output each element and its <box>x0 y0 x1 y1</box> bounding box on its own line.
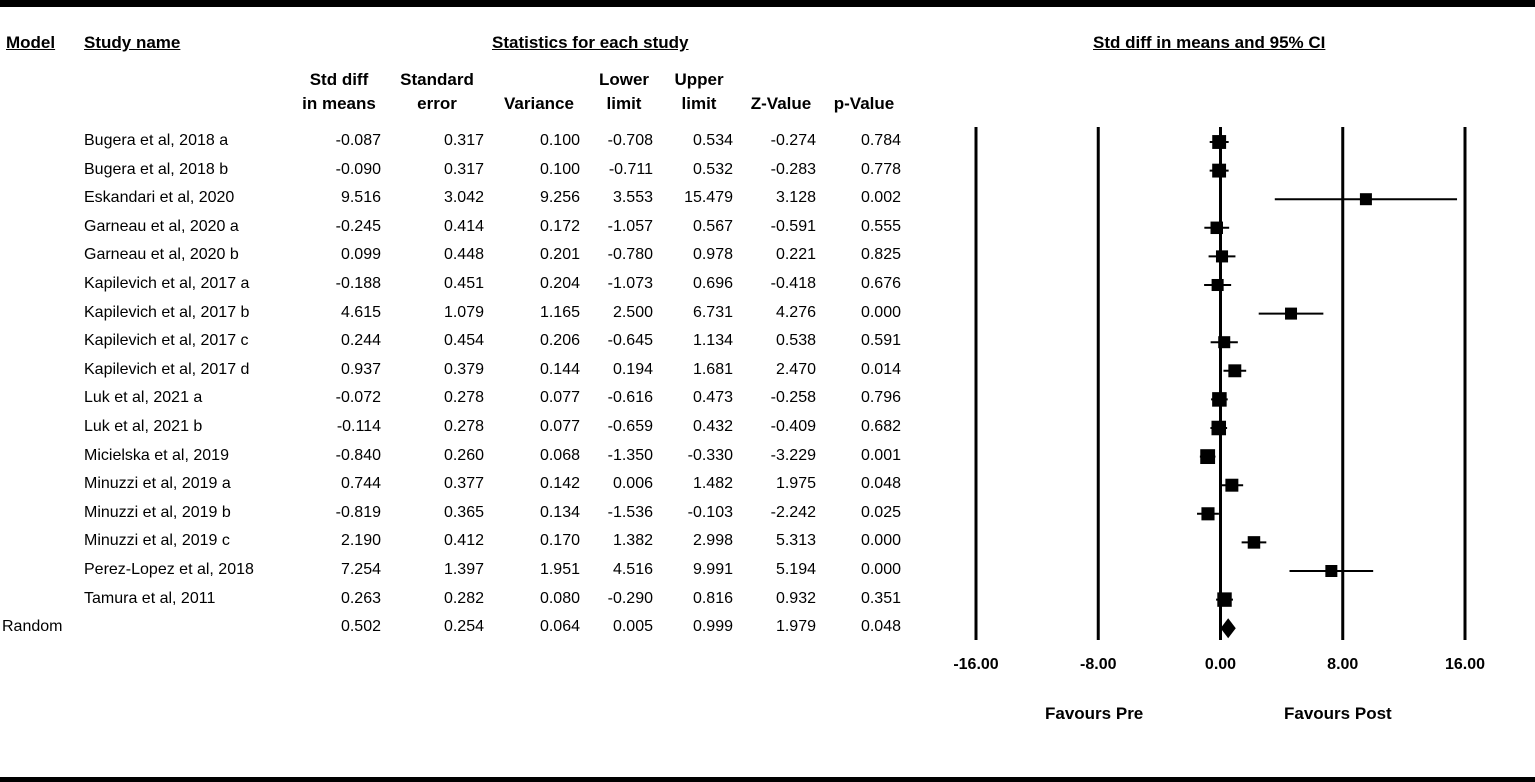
stat-cell: 3.553 <box>612 189 653 207</box>
stat-cell: 0.937 <box>340 360 381 378</box>
stat-cell: 0.048 <box>860 475 901 493</box>
stat-cell: 15.479 <box>684 189 733 207</box>
study-name-cell: Kapilevich et al, 2017 c <box>84 332 249 350</box>
stat-cell: 4.276 <box>775 303 816 321</box>
stat-cell: 0.454 <box>443 332 484 350</box>
stat-cell: -0.819 <box>335 503 381 521</box>
x-tick-label: 0.00 <box>1204 656 1237 673</box>
stat-cell: 0.068 <box>539 446 580 464</box>
stat-cell: 1.382 <box>612 532 653 550</box>
stat-cell: 0.144 <box>539 360 580 378</box>
stat-cell: 0.000 <box>860 532 901 550</box>
stat-cell: -1.536 <box>607 503 653 521</box>
stat-cell: 0.555 <box>860 217 901 235</box>
stat-cell: -0.418 <box>770 275 816 292</box>
stat-cell: 0.448 <box>443 246 484 264</box>
column-header: Std diff in means <box>302 70 376 113</box>
study-name-cell: Perez-Lopez et al, 2018 <box>84 561 254 578</box>
stat-cell: -0.258 <box>770 389 816 407</box>
x-tick-label: -16.00 <box>953 656 999 673</box>
stat-cell: 0.254 <box>443 618 484 636</box>
study-name-cell: Minuzzi et al, 2019 c <box>84 532 230 550</box>
stat-cell: 0.412 <box>443 532 484 550</box>
stat-cell: 0.502 <box>340 618 381 636</box>
stat-cell: 1.951 <box>539 561 580 578</box>
column-header: p-Value <box>833 94 895 113</box>
stat-cell: 0.005 <box>612 618 653 636</box>
stat-cell: 0.260 <box>443 446 484 464</box>
stat-cell: 1.975 <box>775 475 816 493</box>
stat-cell: -2.242 <box>770 503 816 521</box>
study-name-cell: Luk et al, 2021 b <box>84 418 203 435</box>
stat-cell: -0.090 <box>335 160 381 178</box>
stat-cell: -1.057 <box>607 217 653 235</box>
stat-cell: -0.245 <box>335 217 381 235</box>
stat-cell: 0.538 <box>775 332 816 350</box>
summary-diamond <box>1221 618 1236 638</box>
stat-cell: 0.006 <box>612 475 653 493</box>
stat-cell: 0.263 <box>340 589 381 607</box>
stat-cell: 0.379 <box>443 360 484 378</box>
study-name-cell: Micielska et al, 2019 <box>84 446 229 464</box>
point-estimate-square <box>1217 592 1231 606</box>
study-name-cell: Kapilevich et al, 2017 b <box>84 303 250 321</box>
stat-cell: -0.283 <box>770 160 816 178</box>
stat-cell: 0.932 <box>775 589 816 607</box>
stat-cell: 3.042 <box>443 189 484 207</box>
stat-cell: 0.278 <box>443 389 484 407</box>
stat-cell: 0.414 <box>443 217 484 235</box>
stat-cell: -0.840 <box>335 446 381 464</box>
stat-cell: 0.221 <box>775 246 816 264</box>
statistics-header: Statistics for each study <box>492 33 689 52</box>
stat-cell: 7.254 <box>340 561 381 578</box>
stat-cell: 2.998 <box>692 532 733 550</box>
stat-cell: -0.188 <box>335 275 381 292</box>
stat-cell: 9.991 <box>692 561 733 578</box>
stat-cell: 0.567 <box>692 217 733 235</box>
stat-cell: 0.591 <box>860 332 901 350</box>
stat-cell: -0.274 <box>770 132 816 149</box>
stat-cell: -0.711 <box>608 160 653 178</box>
column-header: Lower limit <box>598 70 650 113</box>
study-name-header: Study name <box>84 33 181 52</box>
stat-cell: -1.350 <box>607 446 653 464</box>
stat-cell: 5.194 <box>775 561 816 578</box>
stat-cell: 0.317 <box>443 132 484 149</box>
stat-cell: 5.313 <box>775 532 816 550</box>
stat-cell: 1.482 <box>692 475 733 493</box>
model-header: Model <box>6 33 56 52</box>
stat-cell: -0.708 <box>607 132 653 149</box>
stat-cell: 0.534 <box>692 132 733 149</box>
stat-cell: 1.681 <box>692 360 733 378</box>
stat-cell: 1.079 <box>443 303 484 321</box>
stat-cell: 6.731 <box>692 303 733 321</box>
stat-cell: 2.470 <box>775 360 816 378</box>
stat-cell: -0.087 <box>335 132 381 149</box>
stat-cell: 0.170 <box>539 532 580 550</box>
point-estimate-square <box>1212 392 1227 407</box>
stat-cell: 0.000 <box>860 303 901 321</box>
stat-cell: -0.780 <box>607 246 653 264</box>
stat-cell: 9.516 <box>340 189 381 207</box>
stat-cell: 0.204 <box>539 275 580 292</box>
stat-cell: 0.001 <box>860 446 901 464</box>
stat-cell: 0.778 <box>860 160 901 178</box>
stat-cell: 0.432 <box>692 418 733 435</box>
point-estimate-square <box>1248 536 1261 549</box>
stat-cell: 0.172 <box>539 217 580 235</box>
stat-cell: 2.190 <box>340 532 381 550</box>
stat-cell: 0.796 <box>860 389 901 407</box>
favours-post-label: Favours Post <box>1284 704 1392 723</box>
point-estimate-square <box>1200 449 1215 464</box>
stat-cell: 0.282 <box>443 589 484 607</box>
stat-cell: 4.516 <box>612 561 653 578</box>
stat-cell: 0.025 <box>860 503 901 521</box>
stat-cell: 0.676 <box>860 275 901 292</box>
stat-cell: 0.278 <box>443 418 484 435</box>
column-header: Upper limit <box>674 70 724 113</box>
study-name-cell: Bugera et al, 2018 b <box>84 160 229 178</box>
stat-cell: 0.784 <box>860 132 901 149</box>
column-header: Standard error <box>400 70 474 113</box>
stat-cell: 0.048 <box>860 618 901 636</box>
point-estimate-square <box>1212 279 1224 291</box>
stat-cell: 0.099 <box>340 246 381 264</box>
stat-cell: 1.134 <box>692 332 733 350</box>
plot-header: Std diff in means and 95% CI <box>1093 33 1326 52</box>
stat-cell: 0.377 <box>443 475 484 493</box>
stat-cell: -0.103 <box>687 503 733 521</box>
stat-cell: 0.206 <box>539 332 580 350</box>
study-name-cell: Garneau et al, 2020 a <box>84 217 239 235</box>
stat-cell: 0.351 <box>860 589 901 607</box>
stat-cell: 0.077 <box>539 389 580 407</box>
point-estimate-square <box>1212 135 1226 149</box>
stat-cell: -0.409 <box>770 418 816 435</box>
study-name-cell: Garneau et al, 2020 b <box>84 246 239 264</box>
stat-cell: 0.142 <box>539 475 580 493</box>
stat-cell: -0.645 <box>607 332 653 350</box>
stat-cell: -0.591 <box>770 217 816 235</box>
stat-cell: 0.532 <box>692 160 733 178</box>
stat-cell: 0.244 <box>340 332 381 350</box>
stat-cell: 0.816 <box>692 589 733 607</box>
column-header: Z-Value <box>750 94 812 113</box>
stat-cell: 0.194 <box>612 360 653 378</box>
stat-cell: 9.256 <box>539 189 580 207</box>
stat-cell: 0.317 <box>443 160 484 178</box>
stat-cell: 1.397 <box>443 561 484 578</box>
stat-cell: 0.978 <box>692 246 733 264</box>
stat-cell: 3.128 <box>775 189 816 207</box>
point-estimate-square <box>1218 336 1230 348</box>
stat-cell: 0.002 <box>860 189 901 207</box>
stat-cell: 0.999 <box>692 618 733 636</box>
point-estimate-square <box>1216 250 1228 262</box>
stat-cell: 0.077 <box>539 418 580 435</box>
study-name-cell: Eskandari et al, 2020 <box>84 189 235 207</box>
stat-cell: 0.080 <box>539 589 580 607</box>
study-name-cell: Luk et al, 2021 a <box>84 389 203 407</box>
stat-cell: 1.165 <box>539 303 580 321</box>
model-cell: Random <box>2 618 63 636</box>
study-name-cell: Tamura et al, 2011 <box>84 589 216 607</box>
stat-cell: 0.100 <box>539 160 580 178</box>
stat-cell: 2.500 <box>612 303 653 321</box>
stat-cell: -0.330 <box>687 446 733 464</box>
stat-cell: -0.659 <box>607 418 653 435</box>
x-tick-label: -8.00 <box>1080 656 1117 673</box>
point-estimate-square <box>1228 364 1241 377</box>
stat-cell: -0.114 <box>336 418 381 435</box>
stat-cell: 0.825 <box>860 246 901 264</box>
stat-cell: 0.064 <box>539 618 580 636</box>
stat-cell: 0.473 <box>692 389 733 407</box>
point-estimate-square <box>1360 193 1372 205</box>
point-estimate-square <box>1211 421 1226 436</box>
column-header: Variance <box>504 94 574 113</box>
study-name-cell: Kapilevich et al, 2017 d <box>84 360 250 378</box>
stat-cell: 0.014 <box>860 360 901 378</box>
stat-cell: 0.682 <box>860 418 901 435</box>
stat-cell: 0.134 <box>539 503 580 521</box>
stat-cell: 0.365 <box>443 503 484 521</box>
point-estimate-square <box>1201 507 1214 520</box>
stat-cell: 0.744 <box>340 475 381 493</box>
study-name-cell: Minuzzi et al, 2019 b <box>84 503 231 521</box>
stat-cell: 0.000 <box>860 561 901 578</box>
stat-cell: -0.072 <box>335 389 381 407</box>
stat-cell: -3.229 <box>770 446 816 464</box>
stat-cell: -0.290 <box>607 589 653 607</box>
point-estimate-square <box>1285 308 1297 320</box>
stat-cell: 0.451 <box>443 275 484 292</box>
stat-cell: 0.201 <box>539 246 580 264</box>
point-estimate-square <box>1225 479 1238 492</box>
study-name-cell: Kapilevich et al, 2017 a <box>84 275 250 292</box>
favours-pre-label: Favours Pre <box>1045 704 1144 723</box>
point-estimate-square <box>1325 565 1337 577</box>
stat-cell: 4.615 <box>340 303 381 321</box>
point-estimate-square <box>1211 222 1223 234</box>
x-tick-label: 8.00 <box>1327 656 1359 673</box>
study-name-cell: Bugera et al, 2018 a <box>84 132 229 149</box>
stat-cell: -0.616 <box>607 389 653 407</box>
stat-cell: 0.696 <box>692 275 733 292</box>
stat-cell: 1.979 <box>775 618 816 636</box>
stat-cell: 0.100 <box>539 132 580 149</box>
point-estimate-square <box>1212 164 1226 178</box>
study-name-cell: Minuzzi et al, 2019 a <box>84 475 231 493</box>
stat-cell: -1.073 <box>607 275 653 292</box>
x-tick-label: 16.00 <box>1444 656 1486 673</box>
